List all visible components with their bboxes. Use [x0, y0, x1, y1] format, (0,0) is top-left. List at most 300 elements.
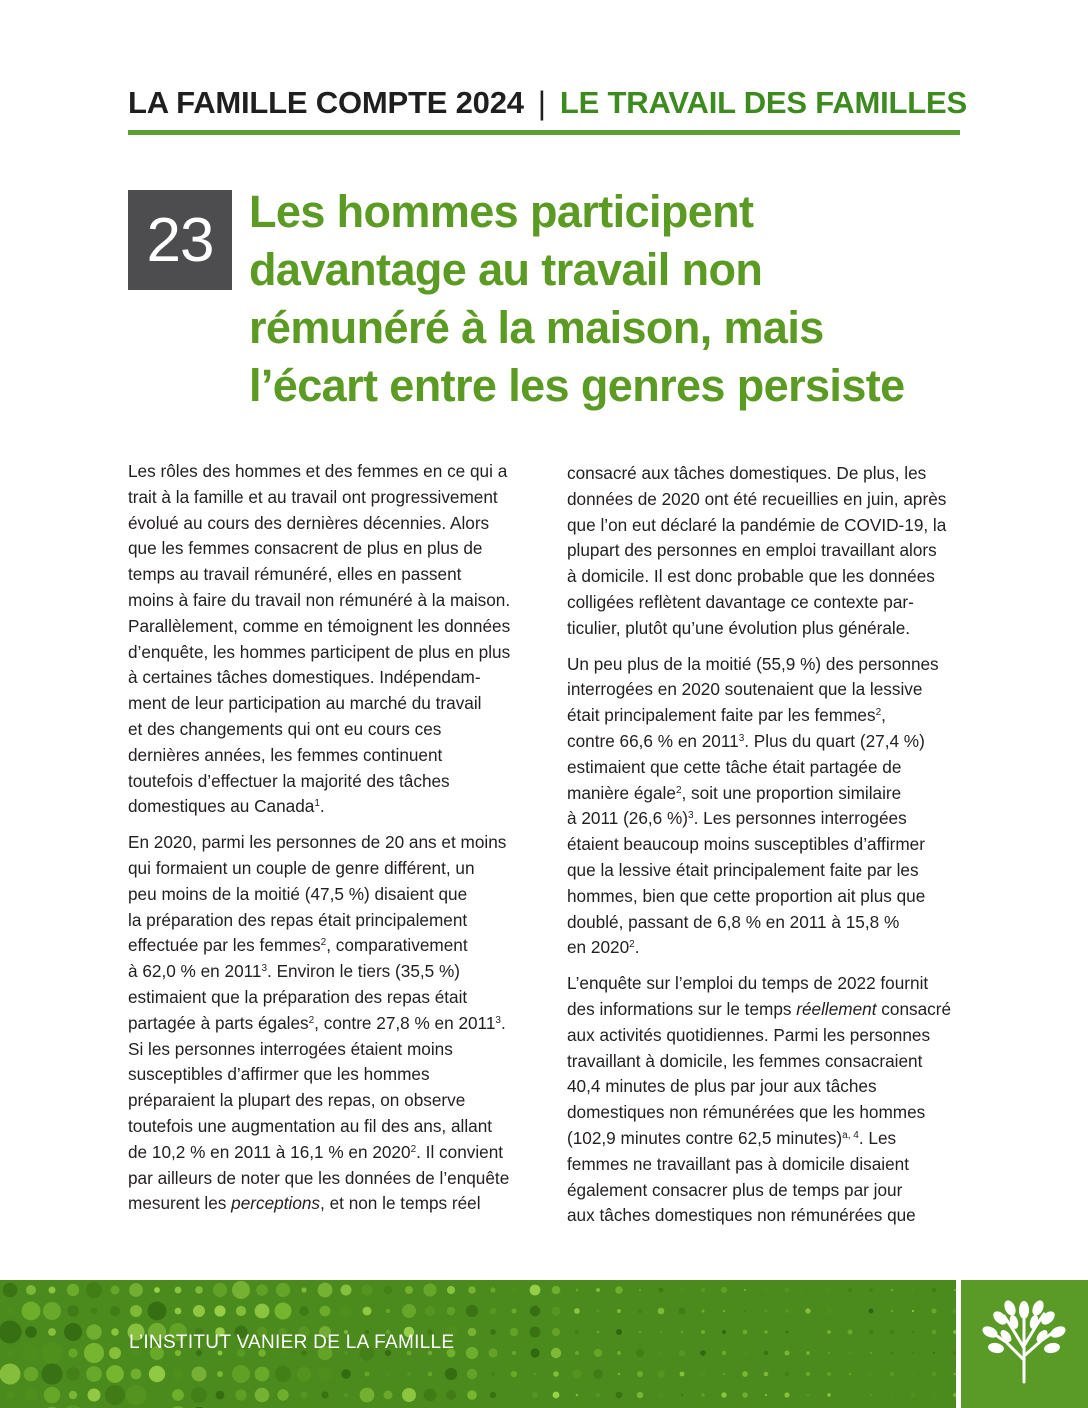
decorative-dot [386, 1309, 390, 1313]
decorative-dot [275, 1303, 292, 1320]
decorative-dot [384, 1391, 393, 1400]
decorative-dot [534, 1373, 537, 1376]
decorative-dot [658, 1392, 664, 1398]
text-line: évolué au cours des dernières décennies. Alors [128, 512, 490, 533]
decorative-dot [701, 1393, 704, 1396]
footnote-ref: 3 [738, 732, 745, 744]
emphasis: perceptions [231, 1193, 321, 1214]
text-line: plupart des personnes en emploi travaillant alors [567, 540, 937, 561]
text-line: colligées reflètent davantage ce contexte par- [567, 591, 914, 612]
paragraph [128, 830, 536, 1217]
decorative-dot [657, 1370, 665, 1378]
decorative-dot [807, 1289, 809, 1291]
paragraph [567, 461, 972, 642]
decorative-dot [175, 1287, 182, 1294]
decorative-dot [849, 1394, 851, 1396]
decorative-dot [26, 1285, 36, 1295]
decorative-dot [276, 1283, 290, 1297]
decorative-dot [7, 1350, 13, 1356]
decorative-dot [466, 1347, 478, 1359]
decorative-dot [405, 1286, 413, 1294]
decorative-dot [658, 1308, 665, 1315]
decorative-dot [701, 1330, 705, 1334]
decorative-dot [424, 1389, 437, 1402]
decorative-dot [490, 1308, 497, 1315]
decorative-dot [86, 1324, 101, 1339]
decorative-dot [849, 1310, 851, 1312]
text-fragment: . Il convient [416, 1141, 504, 1162]
decorative-dot [849, 1373, 851, 1375]
decorative-dot [551, 1348, 561, 1358]
decorative-dot [932, 1330, 937, 1335]
footnote-ref: 2 [320, 937, 327, 949]
text-line [567, 781, 972, 807]
decorative-dot [597, 1331, 600, 1334]
decorative-dot [637, 1371, 643, 1377]
decorative-dot [764, 1351, 769, 1356]
title-line: Les hommes participent [249, 186, 754, 237]
text-fragment: des informations sur le temps [567, 998, 797, 1019]
decorative-dot [681, 1394, 683, 1396]
text-line: la préparation des repas était principalement [128, 909, 468, 930]
decorative-dot [3, 1283, 18, 1298]
decorative-dot [511, 1287, 516, 1292]
decorative-dot [721, 1287, 727, 1293]
decorative-dot [340, 1305, 353, 1318]
decorative-dot [111, 1328, 119, 1336]
decorative-dot [576, 1394, 579, 1397]
decorative-dot [530, 1327, 541, 1338]
decorative-dot [425, 1306, 435, 1316]
running-header [128, 80, 967, 126]
footnote-ref: 2 [875, 707, 882, 719]
decorative-dot [6, 1391, 14, 1399]
page-title [249, 183, 979, 415]
decorative-dot [932, 1372, 936, 1376]
text-line: à certaines tâches domestiques. Indépendam- [128, 667, 481, 688]
decorative-dot [891, 1310, 894, 1313]
decorative-dot [384, 1286, 393, 1295]
decorative-dot [24, 1367, 39, 1382]
decorative-dot [363, 1307, 372, 1316]
decorative-dot [25, 1326, 37, 1338]
decorative-dot [130, 1305, 142, 1317]
decorative-dot [512, 1309, 517, 1314]
decorative-dot [869, 1309, 874, 1314]
decorative-dot [785, 1372, 790, 1377]
text-fragment: à 2011 (26,6 %) [567, 808, 689, 829]
text-line: hommes, bien que cette proportion ait plus que [567, 885, 926, 906]
decorative-dot [91, 1308, 98, 1315]
decorative-dot [511, 1371, 517, 1377]
text-line: aux tâches domestiques non rémunérées que [567, 1205, 916, 1226]
decorative-dot [341, 1369, 350, 1378]
right-column [567, 461, 972, 1239]
decorative-dot [67, 1284, 79, 1296]
decorative-dot [617, 1351, 621, 1355]
text-line: également consacrer plus de temps par jour [567, 1179, 903, 1200]
decorative-dot [722, 1330, 726, 1334]
decorative-dot [22, 1302, 41, 1321]
text-line: étaient beaucoup moins susceptibles d’affirmer [567, 834, 925, 855]
text-fragment: . Les [858, 1127, 897, 1148]
text-line: ticulier, plutôt qu’une évolution plus générale. [567, 617, 911, 638]
decorative-dot [109, 1347, 121, 1359]
decorative-dot [680, 1372, 685, 1377]
decorative-dot [301, 1287, 306, 1292]
decorative-dot [636, 1349, 644, 1357]
text-line: toutefois une augmentation au fil des ans, allant [128, 1115, 493, 1136]
text-line: consacré aux tâches domestiques. De plus, les [567, 463, 927, 483]
text-fragment: à 62,0 % en 2011 [128, 961, 262, 982]
text-line: dernières années, les femmes continuent [128, 744, 443, 765]
text-line [567, 1126, 972, 1152]
decorative-dot [365, 1372, 370, 1377]
decorative-dot [105, 1385, 125, 1405]
footnote-ref: 3 [261, 963, 268, 975]
decorative-dot [827, 1330, 831, 1334]
decorative-dot [765, 1310, 768, 1313]
decorative-dot [552, 1328, 560, 1336]
decorative-dot [446, 1390, 456, 1400]
decorative-dot [744, 1310, 746, 1312]
decorative-dot [532, 1392, 538, 1398]
text-line: En 2020, parmi les personnes de 20 ans et moins [128, 832, 507, 853]
text-line [128, 1191, 536, 1217]
decorative-dot [126, 1385, 146, 1405]
text-fragment: (102,9 minutes contre 62,5 minutes) [567, 1127, 843, 1148]
decorative-dot [66, 1367, 80, 1381]
decorative-dot [553, 1392, 560, 1399]
decorative-dot [912, 1352, 914, 1354]
decorative-dot [828, 1352, 830, 1354]
text-fragment: effectuée par les femmes [128, 935, 321, 956]
text-line: données de 2020 ont été recueillies en juin, après [567, 488, 947, 509]
decorative-dot [701, 1288, 705, 1292]
decorative-dot [88, 1389, 101, 1402]
decorative-dot [785, 1309, 789, 1313]
text-line [567, 935, 972, 961]
decorative-dot [827, 1393, 830, 1396]
text-line: temps au travail rémunéré, elles en passent [128, 564, 462, 585]
decorative-dot [385, 1371, 390, 1376]
decorative-dot [744, 1289, 746, 1291]
organization-name: L’INSTITUT VANIER DE LA FAMILLE [129, 1332, 455, 1353]
decorative-dot [490, 1287, 495, 1292]
decorative-dot [488, 1348, 497, 1357]
decorative-dot [574, 1308, 580, 1314]
decorative-dot [423, 1283, 436, 1296]
text-line: estimaient que cette tâche était partagée de [567, 756, 902, 777]
text-line: susceptibles d’affirmer que les hommes [128, 1064, 430, 1085]
decorative-dot [154, 1287, 160, 1293]
text-line [567, 806, 972, 832]
decorative-dot [615, 1286, 622, 1293]
decorative-dot [681, 1331, 684, 1334]
decorative-dot [764, 1372, 769, 1377]
decorative-dot [193, 1305, 205, 1317]
text-fragment: de 10,2 % en 2011 à 16,1 % en 2020 [128, 1141, 411, 1162]
decorative-dot [22, 1344, 40, 1362]
decorative-dot [154, 1392, 159, 1397]
decorative-dot [826, 1308, 832, 1314]
decorative-dot [723, 1373, 725, 1375]
decorative-dot [255, 1304, 270, 1319]
decorative-dot [48, 1328, 56, 1336]
text-fragment: , contre 27,8 % en 2011 [314, 1012, 496, 1033]
decorative-dot [784, 1392, 789, 1397]
decorative-dot [510, 1328, 518, 1336]
decorative-dot [84, 1343, 104, 1363]
text-line: femmes ne travaillant pas à domicile disaient [567, 1153, 910, 1174]
text-line: domestiques non rémunérées que les hommes [567, 1102, 926, 1123]
paragraph [128, 459, 536, 820]
decorative-dot [255, 1388, 270, 1403]
decorative-dot [445, 1368, 457, 1380]
decorative-dot [870, 1394, 872, 1396]
decorative-dot [512, 1351, 516, 1355]
decorative-dot [110, 1306, 120, 1316]
decorative-dot [700, 1371, 706, 1377]
tree-icon [974, 1290, 1074, 1386]
decorative-dot [806, 1351, 810, 1355]
decorative-dot [275, 1366, 291, 1382]
decorative-dot [870, 1352, 872, 1354]
decorative-dot [360, 1388, 375, 1403]
decorative-dot [111, 1286, 120, 1295]
decorative-dot [912, 1331, 915, 1334]
text-line: Un peu plus de la moitié (55,9 %) des personnes [567, 653, 939, 674]
text-fragment: . Plus du quart (27,4 %) [744, 730, 925, 751]
decorative-dot [848, 1288, 852, 1292]
decorative-dot [722, 1351, 726, 1355]
fact-number: 23 [128, 190, 232, 290]
decorative-dot [341, 1285, 352, 1296]
title-line: rémunéré à la maison, mais [249, 302, 824, 353]
decorative-dot [297, 1367, 311, 1381]
decorative-dot [214, 1305, 225, 1316]
text-line: et des changements qui ont eu cours ces [128, 718, 442, 739]
text-line: peu moins de la moitié (47,5 %) disaient que [128, 883, 468, 904]
decorative-dot [129, 1283, 143, 1297]
text-line: L’enquête sur l’emploi du temps de 2022 fournit [567, 973, 929, 994]
decorative-dot [784, 1287, 789, 1292]
paragraph [567, 971, 972, 1229]
decorative-dot [69, 1391, 77, 1399]
decorative-dot [236, 1306, 246, 1316]
decorative-dot [530, 1285, 541, 1296]
decorative-dot [552, 1286, 561, 1295]
header-rule [128, 130, 960, 135]
decorative-dot [428, 1372, 433, 1377]
text-line: d’enquête, les hommes participent de plus en plus [128, 641, 511, 662]
decorative-dot [175, 1308, 182, 1315]
decorative-dot [466, 1305, 478, 1317]
decorative-dot [173, 1369, 184, 1380]
text-line: qui formaient un couple de genre différent, un [128, 857, 475, 878]
decorative-dot [192, 1367, 207, 1382]
decorative-dot [64, 1323, 82, 1341]
decorative-dot [86, 1366, 102, 1382]
decorative-dot [806, 1372, 810, 1376]
decorative-dot [723, 1310, 725, 1312]
text-line [128, 794, 536, 820]
text-line: Si les personnes interrogées étaient moins [128, 1038, 453, 1059]
decorative-dot [256, 1284, 268, 1296]
text-line: ment de leur participation au marché du travail [128, 693, 482, 714]
decorative-dot [593, 1369, 602, 1378]
decorative-dot [932, 1288, 936, 1292]
decorative-dot [639, 1331, 642, 1334]
footnote-ref: 2 [629, 939, 635, 951]
header-separator: | [537, 84, 546, 121]
decorative-dot [551, 1306, 560, 1315]
decorative-dot [785, 1351, 790, 1356]
decorative-dot [575, 1330, 579, 1334]
decorative-dot [86, 1282, 102, 1298]
text-line: que l’on eut déclaré la pandémie de COVID-19, la [567, 514, 947, 535]
footnote-ref: 3 [495, 1014, 501, 1026]
decorative-dot [106, 1365, 124, 1383]
text-line: doublé, passant de 6,8 % en 2011 à 15,8 % [567, 911, 900, 932]
text-fragment: , [881, 705, 886, 726]
decorative-dot [277, 1389, 288, 1400]
decorative-dot [679, 1308, 686, 1315]
text-line: préparaient la plupart des repas, on observe [128, 1090, 466, 1111]
decorative-dot [191, 1387, 207, 1403]
decorative-dot [300, 1391, 307, 1398]
decorative-dot [572, 1369, 581, 1378]
decorative-dot [491, 1372, 495, 1376]
decorative-dot [575, 1351, 579, 1355]
decorative-dot [41, 1342, 63, 1364]
text-fragment: domestiques au Canada [128, 796, 315, 817]
text-line [567, 997, 972, 1023]
decorative-dot [680, 1288, 685, 1293]
decorative-dot [49, 1287, 56, 1294]
decorative-dot [490, 1392, 496, 1398]
decorative-dot [148, 1302, 167, 1321]
footnote-ref: 2 [675, 784, 682, 796]
text-line: trait à la famille et au travail ont progressivement [128, 486, 498, 507]
text-line: que les femmes consacrent de plus en plus de [128, 538, 483, 559]
decorative-dot [530, 1306, 540, 1316]
decorative-dot [891, 1352, 894, 1355]
text-line: aux activités quotidiennes. Parmi les personnes [567, 1024, 931, 1045]
text-line: à domicile. Il est donc probable que les données [567, 566, 935, 587]
decorative-dot [402, 1388, 416, 1402]
decorative-dot [616, 1392, 623, 1399]
text-fragment: , soit une proportion similaire [681, 782, 902, 803]
title-line: l’écart entre les genres persiste [249, 360, 905, 411]
decorative-dot [7, 1308, 13, 1314]
decorative-dot [232, 1281, 250, 1299]
decorative-dot [869, 1372, 874, 1377]
decorative-dot [869, 1330, 874, 1335]
text-line: toutefois d’effectuer la majorité des tâches [128, 770, 450, 791]
decorative-dot [932, 1309, 937, 1314]
decorative-dot [407, 1372, 411, 1376]
text-fragment: en 2020 [567, 937, 630, 958]
decorative-dot [213, 1283, 227, 1297]
text-fragment: . [500, 1012, 506, 1033]
decorative-dot [44, 1387, 60, 1403]
decorative-dot [743, 1330, 748, 1335]
decorative-dot [660, 1331, 663, 1334]
text-line: Les rôles des hommes et des femmes en ce qui a [128, 461, 508, 481]
decorative-dot [530, 1348, 539, 1357]
decorative-dot [891, 1289, 894, 1292]
text-fragment: , comparativement [326, 935, 468, 956]
title-line: davantage au travail non [249, 244, 763, 295]
decorative-dot [490, 1329, 496, 1335]
footnote-ref: 2 [410, 1143, 417, 1155]
decorative-dot [910, 1392, 916, 1398]
decorative-dot [467, 1369, 477, 1379]
text-line [128, 1140, 536, 1166]
decorative-dot [911, 1372, 915, 1376]
decorative-dot [637, 1392, 643, 1398]
decorative-dot [890, 1330, 895, 1335]
decorative-dot [25, 1389, 38, 1402]
footnote-ref: a, 4 [842, 1129, 859, 1141]
decorative-dot [321, 1391, 328, 1398]
decorative-dot [149, 1366, 165, 1382]
decorative-dot [0, 1364, 21, 1385]
decorative-dot [320, 1306, 331, 1317]
decorative-dot [827, 1372, 831, 1376]
decorative-dot [235, 1389, 246, 1400]
decorative-dot [553, 1371, 559, 1377]
decorative-dot [318, 1367, 332, 1381]
decorative-dot [344, 1393, 348, 1397]
decorative-dot [702, 1310, 705, 1313]
decorative-dot [467, 1390, 477, 1400]
text-line: estimaient que la préparation des repas était [128, 986, 468, 1007]
decorative-dot [743, 1351, 748, 1356]
decorative-dot [826, 1287, 831, 1292]
text-line: moins à faire du travail non rémunéré à la maison. [128, 589, 511, 610]
decorative-dot [616, 1329, 622, 1335]
decorative-dot [869, 1288, 873, 1292]
footnote-ref: 3 [688, 810, 694, 822]
decorative-dot [659, 1288, 664, 1293]
text-line [128, 959, 536, 985]
decorative-dot [659, 1351, 663, 1355]
text-line [567, 729, 972, 755]
decorative-dot [468, 1286, 475, 1293]
footnote-ref: 1 [314, 798, 320, 810]
text-fragment: . [634, 937, 640, 958]
decorative-dot [299, 1306, 309, 1316]
text-fragment: . [319, 796, 325, 817]
text-fragment: mesurent les [128, 1193, 232, 1214]
text-fragment: consacré [876, 998, 952, 1019]
text-fragment: contre 66,6 % en 2011 [567, 730, 739, 751]
decorative-dot [361, 1284, 372, 1295]
decorative-dot [786, 1331, 789, 1334]
text-line: 40,4 minutes de plus par jour aux tâches [567, 1076, 877, 1097]
text-line: interrogées en 2020 soutenaient que la lessive [567, 679, 923, 700]
text-line: par ailleurs de noter que les données de l’enquête [128, 1167, 510, 1188]
decorative-dot [931, 1392, 936, 1397]
decorative-dot [318, 1283, 333, 1298]
decorative-dot [933, 1352, 935, 1354]
decorative-dot [679, 1350, 685, 1356]
decorative-dot [764, 1288, 768, 1292]
decorative-dot [742, 1371, 748, 1377]
text-line: Parallèlement, comme en témoignent les données [128, 615, 511, 636]
